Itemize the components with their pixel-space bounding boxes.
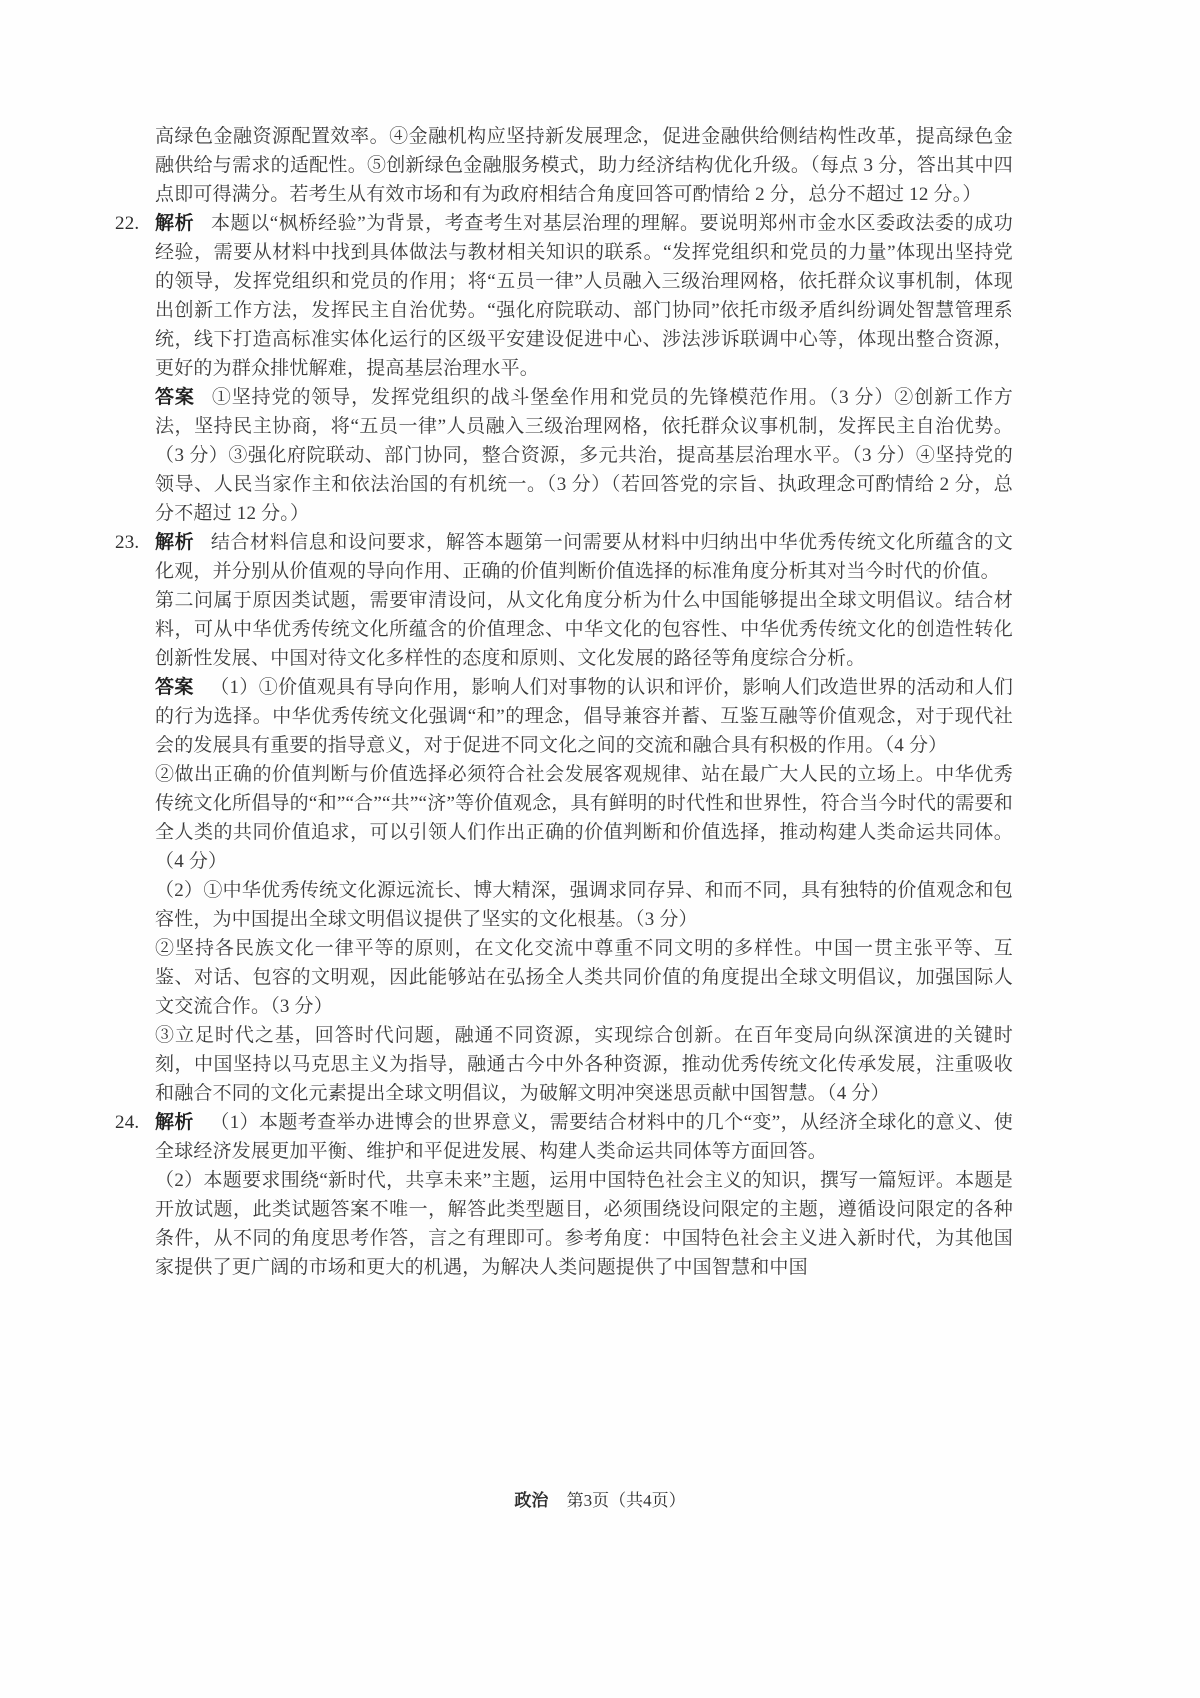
paragraph-text: 高绿色金融资源配置效率。④金融机构应坚持新发展理念，促进金融供给侧结构性改革，提高绿色金融供给与需求的适配性。⑤创新绿色金融服务模式，助力经济结构优化升级。（每点 3 分，答出其中四点即可得满分。若考生从有效市场和有为政府相结合角度回答可酌情给 2 分，总分不超过 12 分。） <box>155 126 1013 205</box>
page-content <box>115 122 1014 1282</box>
section-label: 答案 <box>155 387 195 408</box>
paragraph <box>155 1166 1013 1282</box>
paragraph <box>115 209 1013 383</box>
paragraph <box>155 1021 1013 1108</box>
paragraph-text: ②做出正确的价值判断与价值选择必须符合社会发展客观规律、站在最广大人民的立场上。中华优秀传统文化所倡导的“和”“合”“共”“济”等价值观念，具有鲜明的时代性和世界性，符合当今时代的需要和全人类的共同价值追求，可以引领人们作出正确的价值判断和价值选择，推动构建人类命运共同体。（4 分） <box>155 764 1013 872</box>
paragraph <box>155 876 1013 934</box>
paragraph <box>155 586 1013 673</box>
paragraph-text: ③立足时代之基，回答时代问题，融通不同资源，实现综合创新。在百年变局向纵深演进的关键时刻，中国坚持以马克思主义为指导，融通古今中外各种资源，推动优秀传统文化传承发展，注重吸收和融合不同的文化元素提出全球文明倡议，为破解文明冲突迷思贡献中国智慧。（4 分） <box>155 1025 1013 1104</box>
paragraph <box>155 673 1013 760</box>
paragraph-text: 结合材料信息和设问要求，解答本题第一问需要从材料中归纳出中华优秀传统文化所蕴含的文化观，并分别从价值观的导向作用、正确的价值判断价值选择的标准角度分析其对当今时代的价值。 <box>155 532 1014 582</box>
paragraph-text: （2）①中华优秀传统文化源远流长、博大精深，强调求同存异、和而不同，具有独特的价值观念和包容性，为中国提出全球文明倡议提供了坚实的文化根基。（3 分） <box>155 880 1013 930</box>
paragraph-text: 第二问属于原因类试题，需要审清设问，从文化角度分析为什么中国能够提出全球文明倡议。结合材料，可从中华优秀传统文化所蕴含的价值理念、中华文化的包容性、中华优秀传统文化的创造性转化创新性发展、中国对待文化多样性的态度和原则、文化发展的路径等角度综合分析。 <box>155 590 1013 669</box>
footer-subject: 政治 <box>514 1491 549 1510</box>
paragraph-text: ②坚持各民族文化一律平等的原则，在文化交流中尊重不同文明的多样性。中国一贯主张平等、互鉴、对话、包容的文明观，因此能够站在弘扬全人类共同价值的角度提出全球文明倡议，加强国际人文交流合作。（3 分） <box>155 938 1013 1017</box>
question-number: 22. <box>115 213 140 234</box>
paragraph-text: 本题以“枫桥经验”为背景，考查考生对基层治理的理解。要说明郑州市金水区委政法委的成功经验，需要从材料中找到具体做法与教材相关知识的联系。“发挥党组织和党员的力量”体现出坚持党的领导，发挥党组织和党员的作用；将“五员一律”人员融入三级治理网格，依托群众议事机制，体现出创新工作方法，发挥民主自治优势。“强化府院联动、部门协同”依托市级矛盾纠纷调处智慧管理系统，线下打造高标准实体化运行的区级平安建设促进中心、涉法涉诉联调中心等，体现出整合资源，更好的为群众排忧解难，提高基层治理水平。 <box>155 213 1013 379</box>
paragraph-text: （2）本题要求围绕“新时代，共享未来”主题，运用中国特色社会主义的知识，撰写一篇短评。本题是开放试题，此类试题答案不唯一，解答此类型题目，必须围绕设问限定的主题，遵循设问限定的各种条件，从不同的角度思考作答，言之有理即可。参考角度：中国特色社会主义进入新时代，为其他国家提供了更广阔的市场和更大的机遇，为解决人类问题提供了中国智慧和中国 <box>155 1170 1013 1278</box>
paragraph-text: ①坚持党的领导，发挥党组织的战斗堡垒作用和党员的先锋模范作用。（3 分）②创新工作方法，坚持民主协商，将“五员一律”人员融入三级治理网格，依托群众议事机制，发挥民主自治优势。（3 分）③强化府院联动、部门协同，整合资源，多元共治，提高基层治理水平。（3 分）④坚持党的领导、人民当家作主和依法治国的有机统一。（3 分）（若回答党的宗旨、执政理念可酌情给 2 分，总分不超过 12 分。） <box>155 387 1014 524</box>
question-number: 24. <box>115 1112 140 1133</box>
paragraph-text: （1）①价值观具有导向作用，影响人们对事物的认识和评价，影响人们改造世界的活动和人们的行为选择。中华优秀传统文化强调“和”的理念，倡导兼容并蓄、互鉴互融等价值观念，对于现代社会的发展具有重要的指导意义，对于促进不同文化之间的交流和融合具有积极的作用。（4 分） <box>155 677 1014 756</box>
paragraph <box>155 122 1013 209</box>
paragraph <box>115 528 1014 586</box>
paragraph <box>155 760 1013 876</box>
paragraph-text: （1）本题考查举办进博会的世界意义，需要结合材料中的几个“变”，从经济全球化的意义、使全球经济发展更加平衡、维护和平促进发展、构建人类命运共同体等方面回答。 <box>155 1112 1014 1162</box>
section-label: 答案 <box>155 677 194 698</box>
paragraph <box>155 383 1013 528</box>
section-label: 解析 <box>155 213 195 234</box>
paragraph <box>155 934 1013 1021</box>
section-label: 解析 <box>155 1112 194 1133</box>
question-number: 23. <box>115 532 140 553</box>
footer-page-number: 第3页（共4页） <box>566 1491 686 1510</box>
section-label: 解析 <box>155 532 195 553</box>
page-footer <box>0 1486 1200 1511</box>
paragraph <box>115 1108 1014 1166</box>
